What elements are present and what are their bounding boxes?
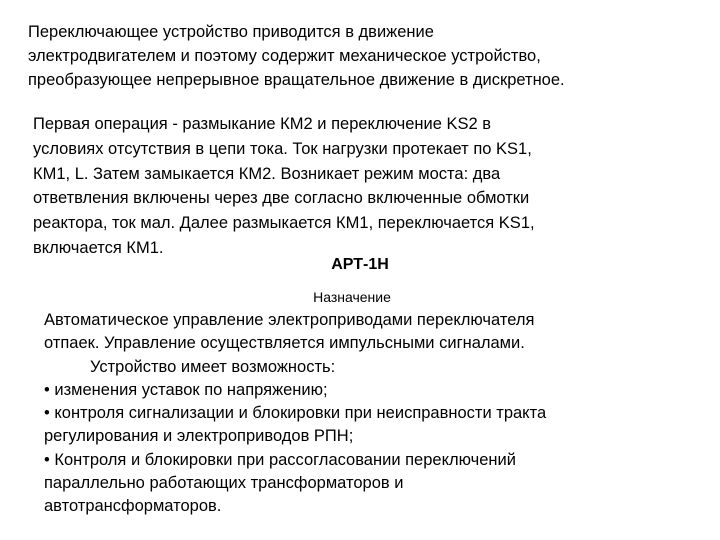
- intro-line: Переключающее устройство приводится в движение: [28, 23, 434, 41]
- capability-line: • Контроля и блокировки при рассогласовании переключений: [44, 450, 516, 469]
- purpose-line: Автоматическое управление электроприводами переключателя: [44, 311, 535, 329]
- intro-line: электродвигателем и поэтому содержит механическое устройство,: [28, 47, 541, 65]
- capability-line: • изменения уставок по напряжению;: [44, 380, 328, 399]
- capability-line: регулирования и электроприводов РПН;: [44, 427, 354, 446]
- operation-line: Первая операция - размыкание КМ2 и переключение KS2 в: [33, 115, 492, 133]
- operation-line: включается КМ1.: [33, 238, 164, 257]
- section-subtitle: Назначение: [313, 289, 391, 305]
- purpose-paragraph: [44, 309, 546, 519]
- intro-line: преобразующее непрерывное вращательное движение в дискретное.: [28, 71, 565, 89]
- device-title: АРТ-1Н: [331, 256, 389, 273]
- operation-line: условиях отсутствия в цепи тока. Ток нагрузки протекает по KS1,: [33, 139, 532, 158]
- purpose-line: отпаек. Управление осуществляется импульсными сигналами.: [44, 334, 525, 353]
- capability-line: автотрансформаторов.: [44, 497, 222, 516]
- capability-line: • контроля сигнализации и блокировки при неисправности тракта: [44, 404, 547, 423]
- operation-paragraph: [33, 112, 535, 261]
- capability-line: параллельно работающих трансформаторов и: [44, 474, 404, 493]
- capabilities-heading: Устройство имеет возможность:: [90, 357, 336, 376]
- operation-line: ответвления включены через две согласно включенные обмотки: [33, 189, 530, 208]
- operation-line: КМ1, L. Затем замыкается КМ2. Возникает режим моста: два: [33, 164, 501, 183]
- intro-paragraph: [28, 20, 565, 92]
- operation-line: реактора, ток мал. Далее размыкается КМ1, переключается KS1,: [33, 214, 535, 233]
